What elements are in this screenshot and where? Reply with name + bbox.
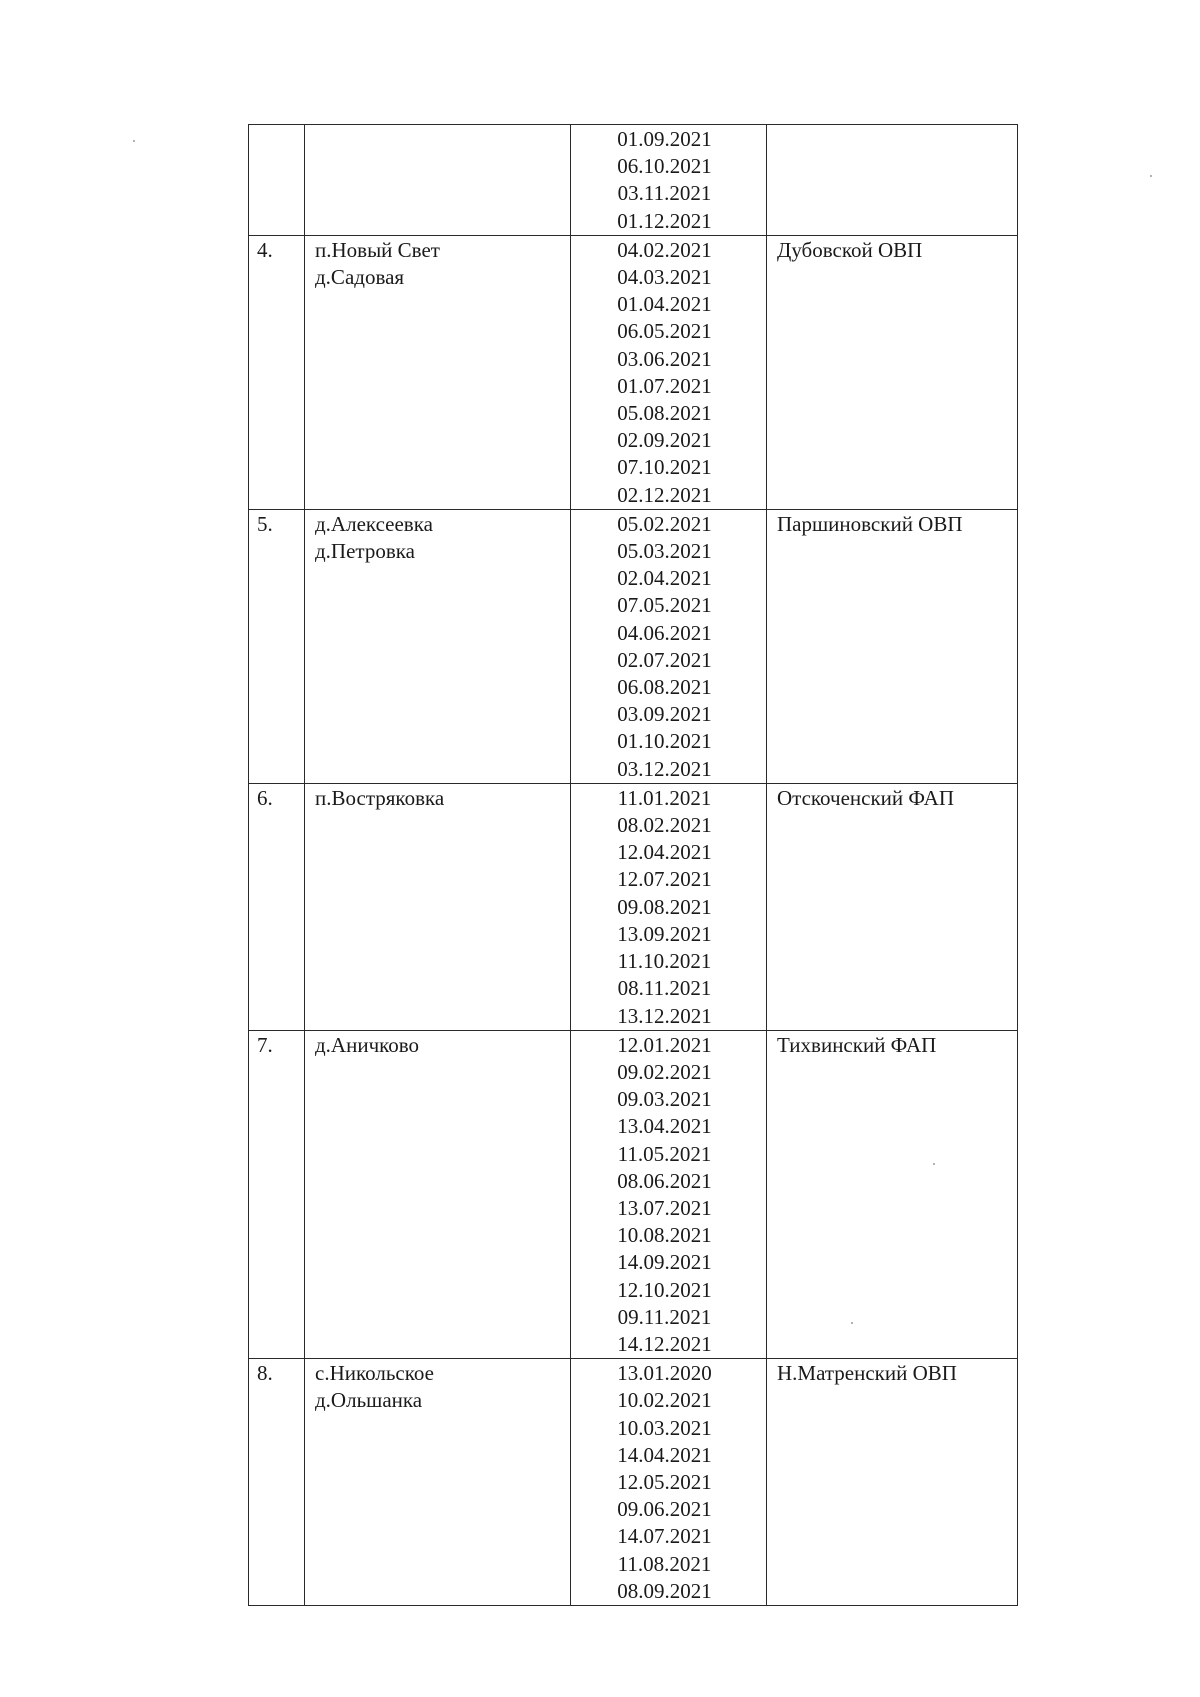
- visit-date: 14.07.2021: [617, 1524, 712, 1549]
- visit-date: 09.11.2021: [617, 1304, 712, 1329]
- visit-date: 11.08.2021: [617, 1551, 712, 1576]
- scan-speck: [851, 1322, 853, 1324]
- settlement-name: п.Востряковка: [315, 785, 445, 810]
- visit-date: 01.04.2021: [617, 292, 712, 317]
- visit-date: 08.02.2021: [617, 813, 712, 838]
- visit-date: 04.02.2021: [617, 237, 712, 262]
- visit-date: 02.04.2021: [617, 566, 712, 591]
- facility-cell: [767, 1359, 1018, 1606]
- row-number: 7.: [257, 1032, 273, 1057]
- settlement-cell: [305, 235, 571, 509]
- scan-speck: [133, 140, 135, 142]
- visit-date: 03.12.2021: [617, 756, 712, 781]
- visit-date: 08.06.2021: [617, 1168, 712, 1193]
- settlement-name: д.Аничково: [315, 1032, 420, 1057]
- table-row: [249, 1359, 1018, 1606]
- visit-date: 01.07.2021: [617, 373, 712, 398]
- settlement-name: д.Садовая: [315, 265, 405, 290]
- visit-date: 03.11.2021: [617, 181, 712, 206]
- visit-date: 10.02.2021: [617, 1388, 712, 1413]
- row-number: 6.: [257, 785, 273, 810]
- settlement-name: д.Ольшанка: [315, 1388, 423, 1413]
- facility-cell: [767, 1030, 1018, 1358]
- visit-date: 09.02.2021: [617, 1059, 712, 1084]
- settlement-cell: [305, 783, 571, 1030]
- table-row: [249, 509, 1018, 783]
- visit-date: 02.09.2021: [617, 428, 712, 453]
- visit-date: 13.09.2021: [617, 921, 712, 946]
- facility-name: Дубовской ОВП: [777, 237, 923, 262]
- visit-date: 12.04.2021: [617, 840, 712, 865]
- row-number: 5.: [257, 511, 273, 536]
- visit-date: 13.12.2021: [617, 1003, 712, 1028]
- visit-date: 12.05.2021: [617, 1469, 712, 1494]
- visit-date: 01.12.2021: [617, 208, 712, 233]
- table-row: [249, 1030, 1018, 1358]
- row-number-cell: [249, 509, 305, 783]
- settlement-name: п.Новый Свет: [315, 237, 440, 262]
- settlement-cell: [305, 1359, 571, 1606]
- row-number-cell: [249, 235, 305, 509]
- facility-cell: [767, 235, 1018, 509]
- settlement-cell: [305, 509, 571, 783]
- settlement-name: д.Петровка: [315, 539, 415, 564]
- visit-date: 13.01.2020: [617, 1361, 712, 1386]
- visit-date: 06.08.2021: [617, 675, 712, 700]
- settlement-name: с.Никольское: [315, 1361, 434, 1386]
- visit-date: 09.06.2021: [617, 1497, 712, 1522]
- visit-date: 11.05.2021: [617, 1141, 712, 1166]
- facility-cell: [767, 783, 1018, 1030]
- visit-date: 11.10.2021: [617, 949, 712, 974]
- settlement-cell: [305, 1030, 571, 1358]
- visit-date: 14.04.2021: [617, 1442, 712, 1467]
- schedule-table: [248, 124, 1018, 1606]
- visit-date: 07.05.2021: [617, 593, 712, 618]
- facility-name: Отскоченский ФАП: [777, 785, 954, 810]
- visit-date: 09.03.2021: [617, 1087, 712, 1112]
- visit-date: 12.01.2021: [617, 1032, 712, 1057]
- dates-cell: [571, 509, 767, 783]
- table-row: [249, 783, 1018, 1030]
- visit-date: 07.10.2021: [617, 455, 712, 480]
- visit-date: 14.12.2021: [617, 1331, 712, 1356]
- settlement-cell: [305, 125, 571, 236]
- table-row: [249, 235, 1018, 509]
- visit-date: 03.06.2021: [617, 346, 712, 371]
- visit-date: 12.10.2021: [617, 1277, 712, 1302]
- visit-date: 05.08.2021: [617, 401, 712, 426]
- facility-name: Н.Матренский ОВП: [777, 1361, 957, 1386]
- visit-date: 06.10.2021: [617, 154, 712, 179]
- visit-date: 01.10.2021: [617, 729, 712, 754]
- facility-cell: [767, 509, 1018, 783]
- table-row: [249, 125, 1018, 236]
- dates-cell: [571, 1359, 767, 1606]
- visit-date: 01.09.2021: [617, 127, 712, 151]
- visit-date: 04.06.2021: [617, 620, 712, 645]
- visit-date: 13.07.2021: [617, 1195, 712, 1220]
- visit-date: 02.12.2021: [617, 482, 712, 507]
- facility-name: Тихвинский ФАП: [777, 1032, 937, 1057]
- schedule-table-body: [249, 125, 1018, 1606]
- facility-name: Паршиновский ОВП: [777, 511, 963, 536]
- visit-date: 11.01.2021: [617, 785, 712, 810]
- visit-date: 14.09.2021: [617, 1250, 712, 1275]
- visit-date: 13.04.2021: [617, 1114, 712, 1139]
- visit-date: 04.03.2021: [617, 265, 712, 290]
- row-number: 8.: [257, 1361, 273, 1386]
- visit-date: 05.02.2021: [617, 511, 712, 536]
- visit-date: 09.08.2021: [617, 894, 712, 919]
- visit-date: 08.09.2021: [617, 1578, 712, 1603]
- facility-cell: [767, 125, 1018, 236]
- scan-speck: [933, 1163, 935, 1165]
- visit-date: 03.09.2021: [617, 702, 712, 727]
- visit-date: 05.03.2021: [617, 539, 712, 564]
- row-number-cell: [249, 1030, 305, 1358]
- visit-date: 08.11.2021: [617, 976, 712, 1001]
- row-number-cell: [249, 783, 305, 1030]
- visit-date: 10.08.2021: [617, 1223, 712, 1248]
- row-number: 4.: [257, 237, 273, 262]
- settlement-name: д.Алексеевка: [315, 511, 433, 536]
- dates-cell: [571, 783, 767, 1030]
- visit-date: 10.03.2021: [617, 1415, 712, 1440]
- visit-date: 02.07.2021: [617, 647, 712, 672]
- dates-cell: [571, 1030, 767, 1358]
- row-number-cell: [249, 1359, 305, 1606]
- dates-cell: [571, 235, 767, 509]
- scan-speck: [1150, 175, 1152, 177]
- row-number-cell: [249, 125, 305, 236]
- visit-date: 12.07.2021: [617, 867, 712, 892]
- visit-date: 06.05.2021: [617, 319, 712, 344]
- dates-cell: [571, 125, 767, 236]
